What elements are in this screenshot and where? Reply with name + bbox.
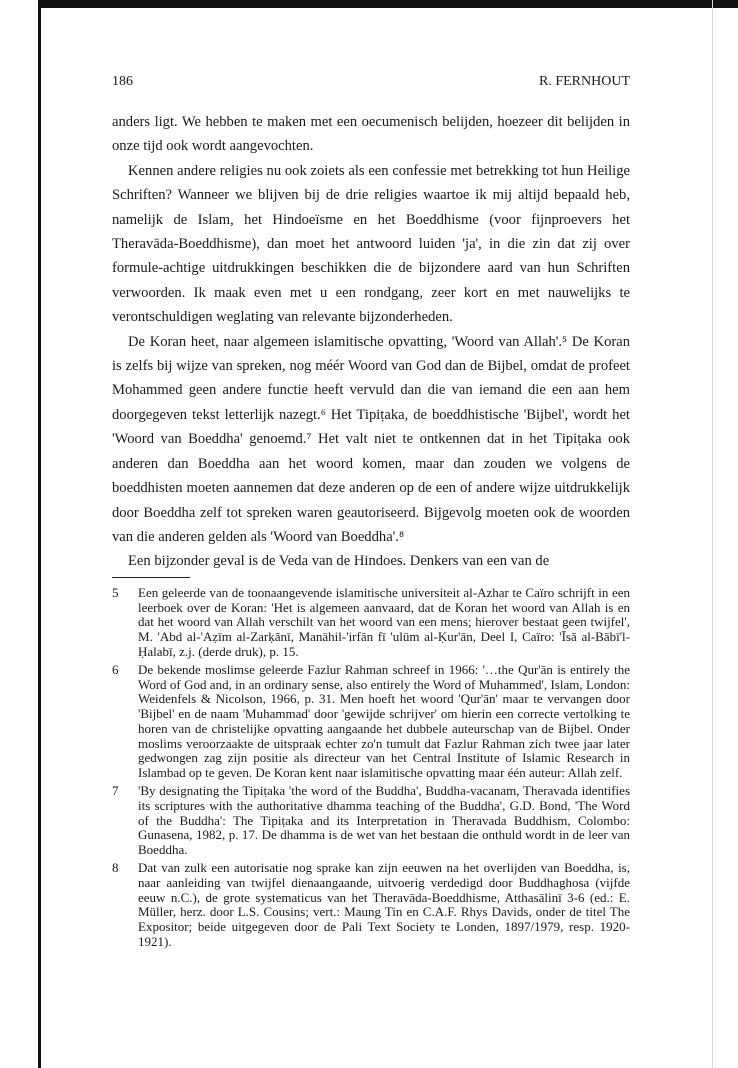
footnote (112, 861, 630, 950)
footnotes (112, 586, 630, 950)
footnote (112, 586, 630, 660)
footnote-number: 5 (112, 584, 119, 600)
paragraph: Kennen andere religies nu ook zoiets als een confessie met betrekking tot hun Heilige Schriften? Wanneer we blijven bij de drie religies waartoe ik mij altijd bepaald heb, namelijk de Islam, het Hindoeïsme en het Boeddhisme (voor fijnproevers het Theravāda-Boeddhisme), dan moet het antwoord luiden 'ja', in die zin dat zij over formule-achtige uitdrukkingen beschikken die de bijzondere aard van hun Schriften verwoorden. Ik maak even met u een rondgang, zeer kort en met nauwelijks te verontschuldigen weglating van relevante bijzonderheden. (112, 162, 630, 326)
main-text (112, 110, 630, 574)
footnote (112, 784, 630, 858)
footnote-number: 6 (112, 661, 119, 677)
footnote-text: Een geleerde van de toonaangevende islamitische universiteit al-Azhar te Caïro schrijft in een leerboek over de Koran: 'Het is algemeen aanvaard, dat de Koran het woord van Allah is en dat het woord van Allah verschilt van het woord van een mens; hierover bestaat geen twijfel', M. 'Abd al-'Aẓīm al-Zarḳānī, Manāhil-'irfān fī 'ulūm al-Ḳur'ān, Deel I, Caïro: 'Īsā al-Bābī'l-Ḥalabī, z.j. (derde druk), p. 15. (138, 584, 630, 659)
paragraph: Een bijzonder geval is de Veda van de Hindoes. Denkers van een van de (128, 553, 550, 570)
scan-edge-top (38, 0, 738, 8)
running-header (112, 74, 630, 98)
paragraph: anders ligt. We hebben te maken met een oecumenisch belijden, hoezeer dit belijden in onze tijd ook wordt aangevochten. (112, 114, 630, 155)
book-page (112, 66, 630, 953)
page-number: 186 (112, 74, 133, 89)
scan-edge-right (712, 0, 713, 1068)
running-author: R. FERNHOUT (538, 74, 630, 89)
footnote-text: 'By designating the Tipiṭaka 'the word of the Buddha', Buddha-vacanam, Theravada identifies its scriptures with the authoritative dhamma teaching of the Buddha', G.D. Bond, 'The Word of the Buddha': The Tipiṭaka and its Interpretation in Theravada Buddhism, Colombo: Gunasena, 1982, p. 17. De dhamma is de wet van het bestaan die onthuld wordt in de leer van Boeddha. (138, 783, 630, 858)
paragraph: De Koran heet, naar algemeen islamitische opvatting, 'Woord van Allah'.⁵ De Koran is zelfs bij wijze van spreken, nog méér Woord van God dan de Bijbel, omdat de profeet Mohammed geen andere functie heeft vervuld dan die van iemand die een aan hem doorgegeven tekst letterlijk nazegt.⁶ Het Tipiṭaka, de boeddhistische 'Bijbel', wordt het 'Woord van Boeddha' genoemd.⁷ Het valt niet te ontkennen dat in het Tipiṭaka ook anderen dan Boeddha aan het woord komen, maar dan zouden we volgens de boeddhisten moeten aannemen dat deze anderen op de een of andere wijze uitdrukkelijk door Boeddha zelf tot spreken waren geautoriseerd. Bijgevolg moeten ook de woorden van die anderen gelden als 'Woord van Boeddha'.⁸ (112, 333, 630, 545)
footnote-divider (112, 577, 190, 578)
footnote-number: 8 (112, 860, 119, 876)
footnote-text: Dat van zulk een autorisatie nog sprake kan zijn eeuwen na het overlijden van Boeddha, is, naar aanleiding van twijfel dienaangaande, uitvoerig verdedigd door Buddhaghosa (vijfde eeuw n.C.), de grote systematicus van het Theravāda-Boeddhisme, Atthasālinī 3-6 (ed.: E. Müller, herz. door L.S. Cousins; vert.: Maung Tin en C.A.F. Rhys Davids, onder de titel The Expositor; beide uitgegeven door de Pali Text Society te Londen, 1897/1979, resp. 1920-1921). (138, 860, 630, 950)
footnote-number: 7 (112, 783, 119, 799)
scan-edge-left (38, 0, 41, 1068)
footnote (112, 663, 630, 781)
footnote-text: De bekende moslimse geleerde Fazlur Rahman schreef in 1966: '…the Qur'ān is entirely the Word of God and, in an ordinary sense, also entirely the Word of Muhammed', Islam, London: Weidenfels & Nicolson, 1966, p. 31. Men hoeft het woord 'Qur'ān' maar te vervangen door 'Bijbel' en de naam 'Muhammad' door 'gewijde schrijver' om hierin een correcte vertolking te horen van de christelijke opvatting aangaande het dubbele auteurschap van de Bijbel. Onder moslims veroorzaakte de uitspraak echter zo'n tumult dat Fazlur Rahman zich twee jaar later gedwongen zag zijn positie als directeur van het Central Institute of Islamic Research in Islambad op te geven. De Koran kent naar islamitische opvatting maar één auteur: Allah zelf. (138, 661, 630, 781)
